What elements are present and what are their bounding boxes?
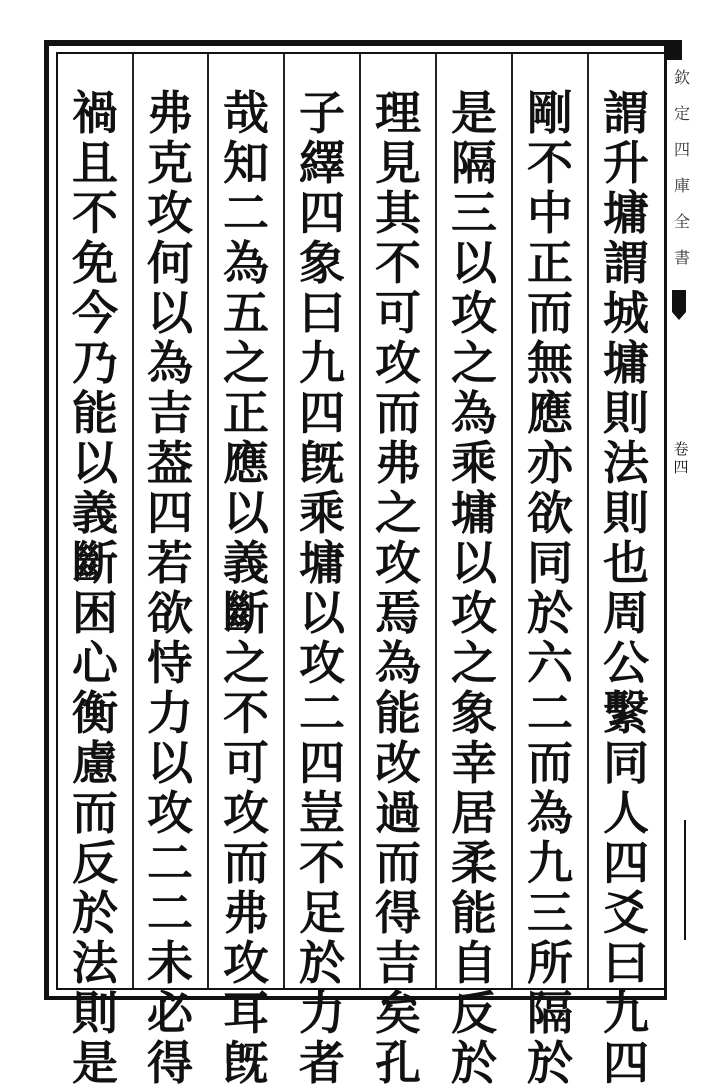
edge-char: 全 [673,212,690,231]
column-char: 則 [72,986,118,1040]
column-char: 二 [223,186,269,240]
column-char: 足 [299,886,345,940]
column-char: 可 [375,286,421,340]
column-char: 是 [451,86,497,140]
column-char: 而 [375,386,421,440]
column-char: 繹 [299,136,345,190]
column-char: 葢 [147,436,193,490]
column-char: 攻 [147,186,193,240]
column-char: 而 [527,286,573,340]
column-char: 可 [223,736,269,790]
column-char: 為 [527,786,573,840]
column-char: 為 [375,636,421,690]
column-char: 不 [375,236,421,290]
column-char: 三 [451,186,497,240]
column-char: 所 [527,936,573,990]
column-char: 為 [223,236,269,290]
column-char: 二 [299,686,345,740]
column-char: 繫 [603,686,649,740]
column-char: 隔 [451,136,497,190]
column-char: 恃 [147,636,193,690]
column-char: 亦 [527,436,573,490]
text-column-7 [141,88,199,1088]
column-char: 攻 [451,286,497,340]
column-char: 吉 [147,386,193,440]
column-char: 理 [375,86,421,140]
column-char: 旣 [299,436,345,490]
column-char: 必 [147,986,193,1040]
column-char: 孔 [375,1036,421,1090]
column-char: 弗 [147,86,193,140]
column-char: 以 [223,486,269,540]
column-char: 居 [451,786,497,840]
text-column-1 [597,88,655,1088]
column-char: 攻 [223,786,269,840]
column-char: 幸 [451,736,497,790]
column-char: 義 [223,536,269,590]
column-char: 九 [603,986,649,1040]
column-char: 若 [147,536,193,590]
column-char: 九 [299,336,345,390]
column-char: 之 [223,336,269,390]
column-char: 知 [223,136,269,190]
fore-edge-juan-label [666,440,696,476]
column-char: 以 [451,536,497,590]
column-char: 能 [72,386,118,440]
column-char: 改 [375,736,421,790]
column-char: 矣 [375,986,421,1040]
column-char: 以 [147,736,193,790]
column-char: 正 [527,236,573,290]
column-char: 於 [527,586,573,640]
column-char: 爻 [603,886,649,940]
column-char: 何 [147,236,193,290]
column-rule [283,54,285,988]
column-char: 二 [527,686,573,740]
column-char: 公 [603,636,649,690]
text-column-4 [369,88,427,1088]
column-char: 哉 [223,86,269,140]
column-char: 三 [527,886,573,940]
column-char: 四 [603,836,649,890]
column-char: 且 [72,136,118,190]
column-char: 墉 [603,336,649,390]
column-char: 正 [223,386,269,440]
column-char: 弗 [223,886,269,940]
column-char: 攻 [375,336,421,390]
fore-edge-tab [664,40,682,60]
column-char: 四 [299,386,345,440]
column-char: 而 [527,736,573,790]
column-char: 以 [451,236,497,290]
frame-inner-left-line [56,52,58,990]
column-char: 旣 [223,1036,269,1090]
column-char: 四 [147,486,193,540]
column-char: 未 [147,936,193,990]
column-char: 慮 [72,736,118,790]
edge-char: 欽 [673,68,690,87]
column-char: 之 [451,636,497,690]
column-char: 二 [147,886,193,940]
column-char: 欲 [147,586,193,640]
column-char: 過 [375,786,421,840]
column-char: 曰 [603,936,649,990]
column-char: 自 [451,936,497,990]
column-char: 人 [603,786,649,840]
column-char: 也 [603,536,649,590]
column-char: 心 [72,636,118,690]
edge-char: 四 [673,458,689,476]
column-char: 力 [147,686,193,740]
edge-char: 庫 [673,176,690,195]
column-char: 攻 [451,586,497,640]
column-char: 不 [299,836,345,890]
column-char: 乘 [451,436,497,490]
column-char: 其 [375,186,421,240]
column-char: 象 [299,236,345,290]
column-char: 者 [299,1036,345,1090]
column-char: 則 [603,386,649,440]
column-char: 今 [72,286,118,340]
column-char: 墉 [451,486,497,540]
column-char: 得 [375,886,421,940]
column-char: 以 [72,436,118,490]
fore-edge-line [684,820,686,940]
fishtail-mark-icon [672,290,686,350]
column-char: 五 [223,286,269,340]
column-rule [132,54,134,988]
column-char: 能 [451,886,497,940]
column-char: 得 [147,1036,193,1090]
column-char: 反 [451,986,497,1040]
column-char: 不 [527,136,573,190]
column-char: 法 [603,436,649,490]
column-char: 墉 [299,536,345,590]
column-char: 以 [299,586,345,640]
column-char: 為 [451,386,497,440]
column-char: 吉 [375,936,421,990]
column-char: 六 [527,636,573,690]
column-char: 謂 [603,236,649,290]
column-char: 升 [603,136,649,190]
column-char: 欲 [527,486,573,540]
column-char: 曰 [299,286,345,340]
column-char: 同 [527,536,573,590]
column-char: 象 [451,686,497,740]
edge-char: 書 [673,248,690,267]
column-char: 義 [72,486,118,540]
column-char: 禍 [72,86,118,140]
column-char: 周 [603,586,649,640]
column-char: 能 [375,686,421,740]
column-char: 城 [603,286,649,340]
column-char: 於 [527,1036,573,1090]
column-char: 四 [299,736,345,790]
column-char: 焉 [375,586,421,640]
column-char: 攻 [147,786,193,840]
column-char: 九 [527,836,573,890]
column-char: 攻 [375,536,421,590]
column-char: 於 [72,886,118,940]
column-char: 不 [72,186,118,240]
column-char: 而 [223,836,269,890]
column-char: 乃 [72,336,118,390]
column-char: 不 [223,686,269,740]
column-char: 耳 [223,986,269,1040]
column-rule [435,54,437,988]
column-char: 是 [72,1036,118,1090]
column-char: 應 [223,436,269,490]
column-char: 為 [147,336,193,390]
column-char: 攻 [299,636,345,690]
column-char: 則 [603,486,649,540]
column-char: 柔 [451,836,497,890]
column-char: 同 [603,736,649,790]
column-char: 於 [451,1036,497,1090]
column-char: 四 [299,186,345,240]
column-char: 應 [527,386,573,440]
column-char: 法 [72,936,118,990]
column-char: 隔 [527,986,573,1040]
column-char: 子 [299,86,345,140]
edge-char: 四 [673,140,690,159]
column-char: 見 [375,136,421,190]
column-char: 力 [299,986,345,1040]
column-char: 攻 [223,936,269,990]
column-char: 無 [527,336,573,390]
column-char: 以 [147,286,193,340]
column-char: 謂 [603,86,649,140]
column-rule [207,54,209,988]
column-char: 之 [375,486,421,540]
text-column-6 [217,88,275,1088]
text-column-8 [66,88,124,1088]
column-char: 墉 [603,186,649,240]
column-char: 而 [72,786,118,840]
text-column-2 [521,88,579,1088]
column-char: 困 [72,586,118,640]
column-rule [359,54,361,988]
fore-edge-header [670,60,694,276]
column-char: 剛 [527,86,573,140]
column-char: 之 [451,336,497,390]
column-char: 反 [72,836,118,890]
column-char: 而 [375,836,421,890]
text-column-5 [293,88,351,1088]
edge-char: 卷 [673,440,689,458]
column-char: 二 [147,836,193,890]
column-rule [587,54,589,988]
column-rule [511,54,513,988]
column-char: 斷 [72,536,118,590]
column-char: 弗 [375,436,421,490]
text-column-3 [445,88,503,1088]
column-char: 中 [527,186,573,240]
column-char: 衡 [72,686,118,740]
column-char: 豈 [299,786,345,840]
edge-char: 定 [673,104,690,123]
column-char: 斷 [223,586,269,640]
column-char: 乘 [299,486,345,540]
column-char: 於 [299,936,345,990]
column-char: 克 [147,136,193,190]
column-char: 免 [72,236,118,290]
column-char: 之 [223,636,269,690]
column-char: 四 [603,1036,649,1090]
